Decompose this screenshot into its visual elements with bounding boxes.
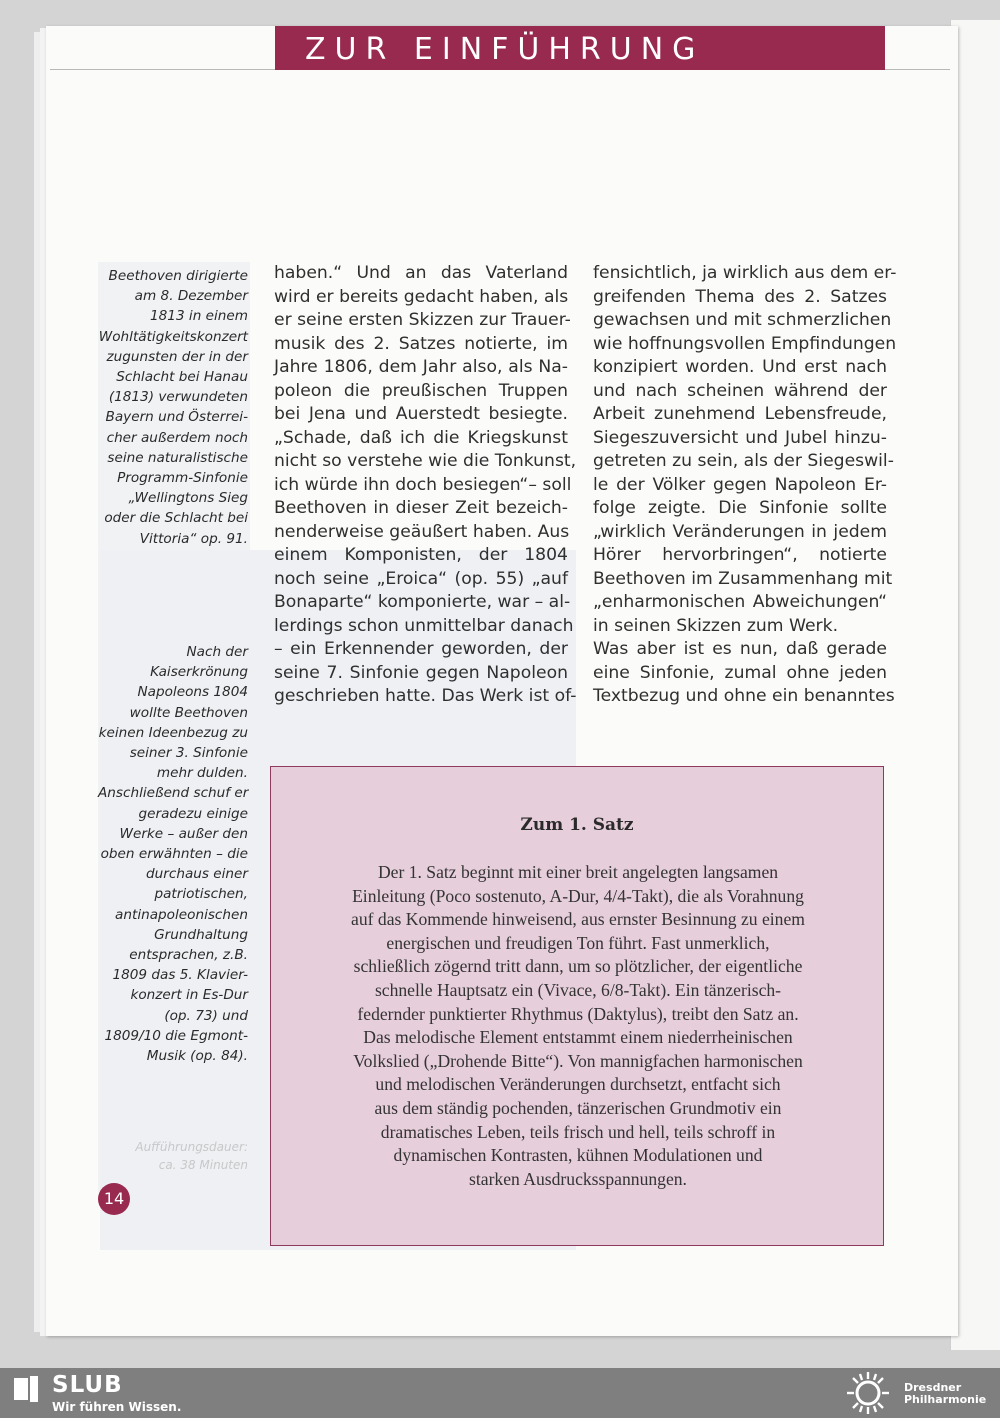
- sidenote-line: am 8. Dezember: [134, 288, 248, 305]
- text-line: Bonaparte“ komponierte, war – al-: [274, 592, 571, 612]
- text-line: „enharmonischen Abweichungen“: [593, 592, 887, 612]
- sidenote-line: 1809/10 die Egmont-: [104, 1027, 248, 1044]
- library-name[interactable]: SLUB: [52, 1372, 123, 1398]
- text-line: wie hoffnungsvollen Empfindungen: [593, 333, 897, 354]
- sidenote-line: patriotischen,: [154, 886, 248, 903]
- text-line: Textbezug und ohne ein benanntes: [593, 686, 895, 706]
- sidenote-line: Nach der: [186, 644, 248, 660]
- box-line: aus dem ständig pochenden, tänzerischen Grundmotiv ein: [374, 1097, 782, 1118]
- text-line: einem Komponisten, der 1804: [274, 545, 568, 565]
- text-line: „wirklich Veränderungen in jedem: [593, 521, 887, 542]
- text-line: haben.“ Und an das Vaterland: [274, 263, 568, 283]
- sidenote-line: Programm-Sinfonie: [117, 470, 248, 487]
- sidenote-line: „Wellingtons Sieg: [128, 490, 248, 507]
- sidenote-line: Grundhaltung: [154, 926, 248, 943]
- text-line: ich würde ihn doch besiegen“– soll: [274, 474, 572, 495]
- sidenote-line: (1813) verwundeten: [108, 389, 248, 406]
- text-line: – ein Erkennender geworden, der: [274, 639, 568, 659]
- text-line: Arbeit zunehmend Lebensfreude,: [593, 404, 887, 424]
- sidenote-line: mehr dulden.: [156, 765, 248, 782]
- sidenote-line: seine naturalistische: [107, 449, 248, 466]
- box-line: und melodischen Veränderungen durchsetzt, entfacht sich: [375, 1074, 781, 1095]
- sidenote-line: Napoleons 1804: [137, 684, 248, 701]
- sidenote-line: Wohltätigkeitskonzert: [98, 328, 248, 345]
- sidenote-line: Schlacht bei Hanau: [116, 369, 248, 386]
- text-line: Was aber ist es nun, daß gerade: [593, 639, 887, 659]
- text-line: lerdings schon unmittelbar danach: [274, 615, 574, 636]
- sidenote-line: Anschließend schuf er: [98, 785, 249, 802]
- sidenote-line: durchaus einer: [146, 866, 248, 883]
- sidenote-line: 1813 in einem: [150, 308, 248, 325]
- text-line: in seinen Skizzen zum Werk.: [593, 615, 839, 636]
- text-line: noch seine „Eroica“ (op. 55) „auf: [274, 568, 568, 589]
- text-line: folge zeigte. Die Sinfonie sollte: [593, 498, 887, 518]
- sidenote-line: Werke – außer den: [119, 825, 248, 842]
- text-line: Siegeszuversicht und Jubel hinzu-: [593, 427, 887, 448]
- philharmonie-logo-icon: [842, 1370, 894, 1416]
- sidenote-line: oben erwähnten – die: [100, 846, 248, 863]
- box-line: schnelle Hauptsatz ein (Vivace, 6/8-Takt). Ein tänzerisch-: [374, 979, 782, 1000]
- text-line: konzipiert worden. Und erst nach: [593, 357, 887, 377]
- text-line: poleon die preußischen Truppen: [274, 380, 568, 401]
- text-line: nicht so verstehe wie die Tonkunst,: [274, 451, 577, 471]
- box-line: auf das Kommende hinweisend, aus ernster Besinnung zu einem: [351, 909, 805, 930]
- text-line: Beethoven im Zusammenhang mit: [593, 568, 893, 589]
- sidenote-line: Beethoven dirigierte: [108, 268, 248, 284]
- text-line: le der Völker gegen Napoleon Er-: [593, 474, 887, 495]
- box-line: energischen und freudigen Ton führt. Fast unmerklich,: [386, 932, 770, 953]
- sidenote-line: keinen Ideenbezug zu: [98, 724, 248, 741]
- sidenote-line: zugunsten der in der: [106, 348, 248, 365]
- text-line: fensichtlich, ja wirklich aus dem er-: [593, 263, 897, 283]
- footer-bar: [0, 1368, 1000, 1418]
- text-line: und nach scheinen während der: [593, 380, 887, 401]
- sidenote-line: Vittoria“ op. 91.: [139, 530, 248, 547]
- text-line: Beethoven in dieser Zeit bezeich-: [274, 498, 568, 518]
- box-line: starken Ausdrucksspannungen.: [469, 1168, 687, 1189]
- show-through-note: [98, 1138, 248, 1174]
- box-line: dynamischen Kontrasten, kühnen Modulationen und: [393, 1145, 763, 1166]
- text-line: seine 7. Sinfonie gegen Napoleon: [274, 662, 568, 683]
- text-line: gewachsen und mit schmerzlichen: [593, 310, 892, 330]
- text-line: „Schade, daß ich die Kriegskunst: [274, 427, 568, 448]
- sidenote-line: entsprachen, z.B.: [129, 947, 248, 964]
- sidenote-line: wollte Beethoven: [129, 704, 248, 721]
- partner-name[interactable]: [904, 1382, 986, 1406]
- sidenote-line: ca. 38 Minuten: [158, 1158, 248, 1172]
- text-line: wird er bereits gedacht haben, als: [274, 286, 569, 307]
- text-line: Jahre 1806, dem Jahr also, als Na-: [274, 357, 568, 377]
- library-tagline: Wir führen Wissen.: [52, 1400, 182, 1414]
- box-body: [291, 861, 865, 1191]
- section-header: ZUR EINFÜHRUNG: [275, 26, 885, 70]
- sidenote-line: Bayern und Österrei-: [105, 409, 248, 426]
- box-title: Zum 1. Satz: [520, 815, 634, 835]
- text-line: geschrieben hatte. Das Werk ist of-: [274, 686, 577, 706]
- box-line: Volkslied („Drohende Bitte“). Von mannigfachen harmonischen: [353, 1050, 803, 1071]
- text-line: eine Sinfonie, zumal ohne jeden: [593, 662, 887, 683]
- movement-info-box: [270, 766, 884, 1246]
- text-line: bei Jena und Auerstedt besiegte.: [274, 404, 568, 424]
- sidenote-line: Aufführungsdauer:: [135, 1140, 248, 1154]
- box-line: federnder punktierter Rhythmus (Daktylus), treibt den Satz an.: [357, 1003, 799, 1024]
- text-line: er seine ersten Skizzen zur Trauer-: [274, 310, 571, 330]
- box-line: dramatisches Leben, teils frisch und hell, teils schroff in: [380, 1121, 776, 1142]
- text-line: nenderweise geäußert haben. Aus: [274, 521, 570, 542]
- slub-logo-icon: [14, 1376, 38, 1402]
- text-line: greifenden Thema des 2. Satzes: [593, 286, 887, 307]
- sidenote-line: 1809 das 5. Klavier-: [112, 967, 248, 984]
- sidenote-line: Kaiserkrönung: [150, 664, 248, 681]
- sidenote-kaiserkroenung: [98, 642, 248, 1066]
- page-number: 14: [98, 1183, 130, 1215]
- sidenote-line: oder die Schlacht bei: [104, 510, 248, 527]
- sidenote-wellington: [98, 266, 248, 549]
- box-line: Der 1. Satz beginnt mit einer breit angelegten langsamen: [377, 862, 779, 882]
- sidenote-line: seiner 3. Sinfonie: [129, 745, 248, 762]
- sidenote-line: cher außerdem noch: [106, 429, 248, 446]
- box-line: schließlich zögernd tritt dann, um so plötzlicher, der eigentliche: [353, 956, 803, 977]
- text-column-2: [593, 262, 897, 709]
- sidenote-line: antinapoleonischen: [115, 906, 248, 923]
- text-line: Hörer hervorbringen“, notierte: [593, 545, 887, 565]
- partner-line: Philharmonie: [904, 1393, 987, 1406]
- sidenote-line: geradezu einige: [138, 805, 248, 822]
- sidenote-line: Musik (op. 84).: [146, 1048, 248, 1065]
- box-line: Einleitung (Poco sostenuto, A-Dur, 4/4-Takt), die als Vorahnung: [352, 885, 804, 906]
- text-line: getreten zu sein, als der Siegeswil-: [593, 451, 894, 471]
- partner-line: Dresdner: [904, 1381, 962, 1394]
- sidenote-line: (op. 73) und: [164, 1007, 248, 1024]
- text-line: musik des 2. Satzes notierte, im: [274, 333, 568, 354]
- text-column-1: [274, 262, 577, 709]
- box-line: Das melodische Element entstammt einem niederrheinischen: [363, 1027, 793, 1048]
- sidenote-line: konzert in Es-Dur: [130, 987, 248, 1004]
